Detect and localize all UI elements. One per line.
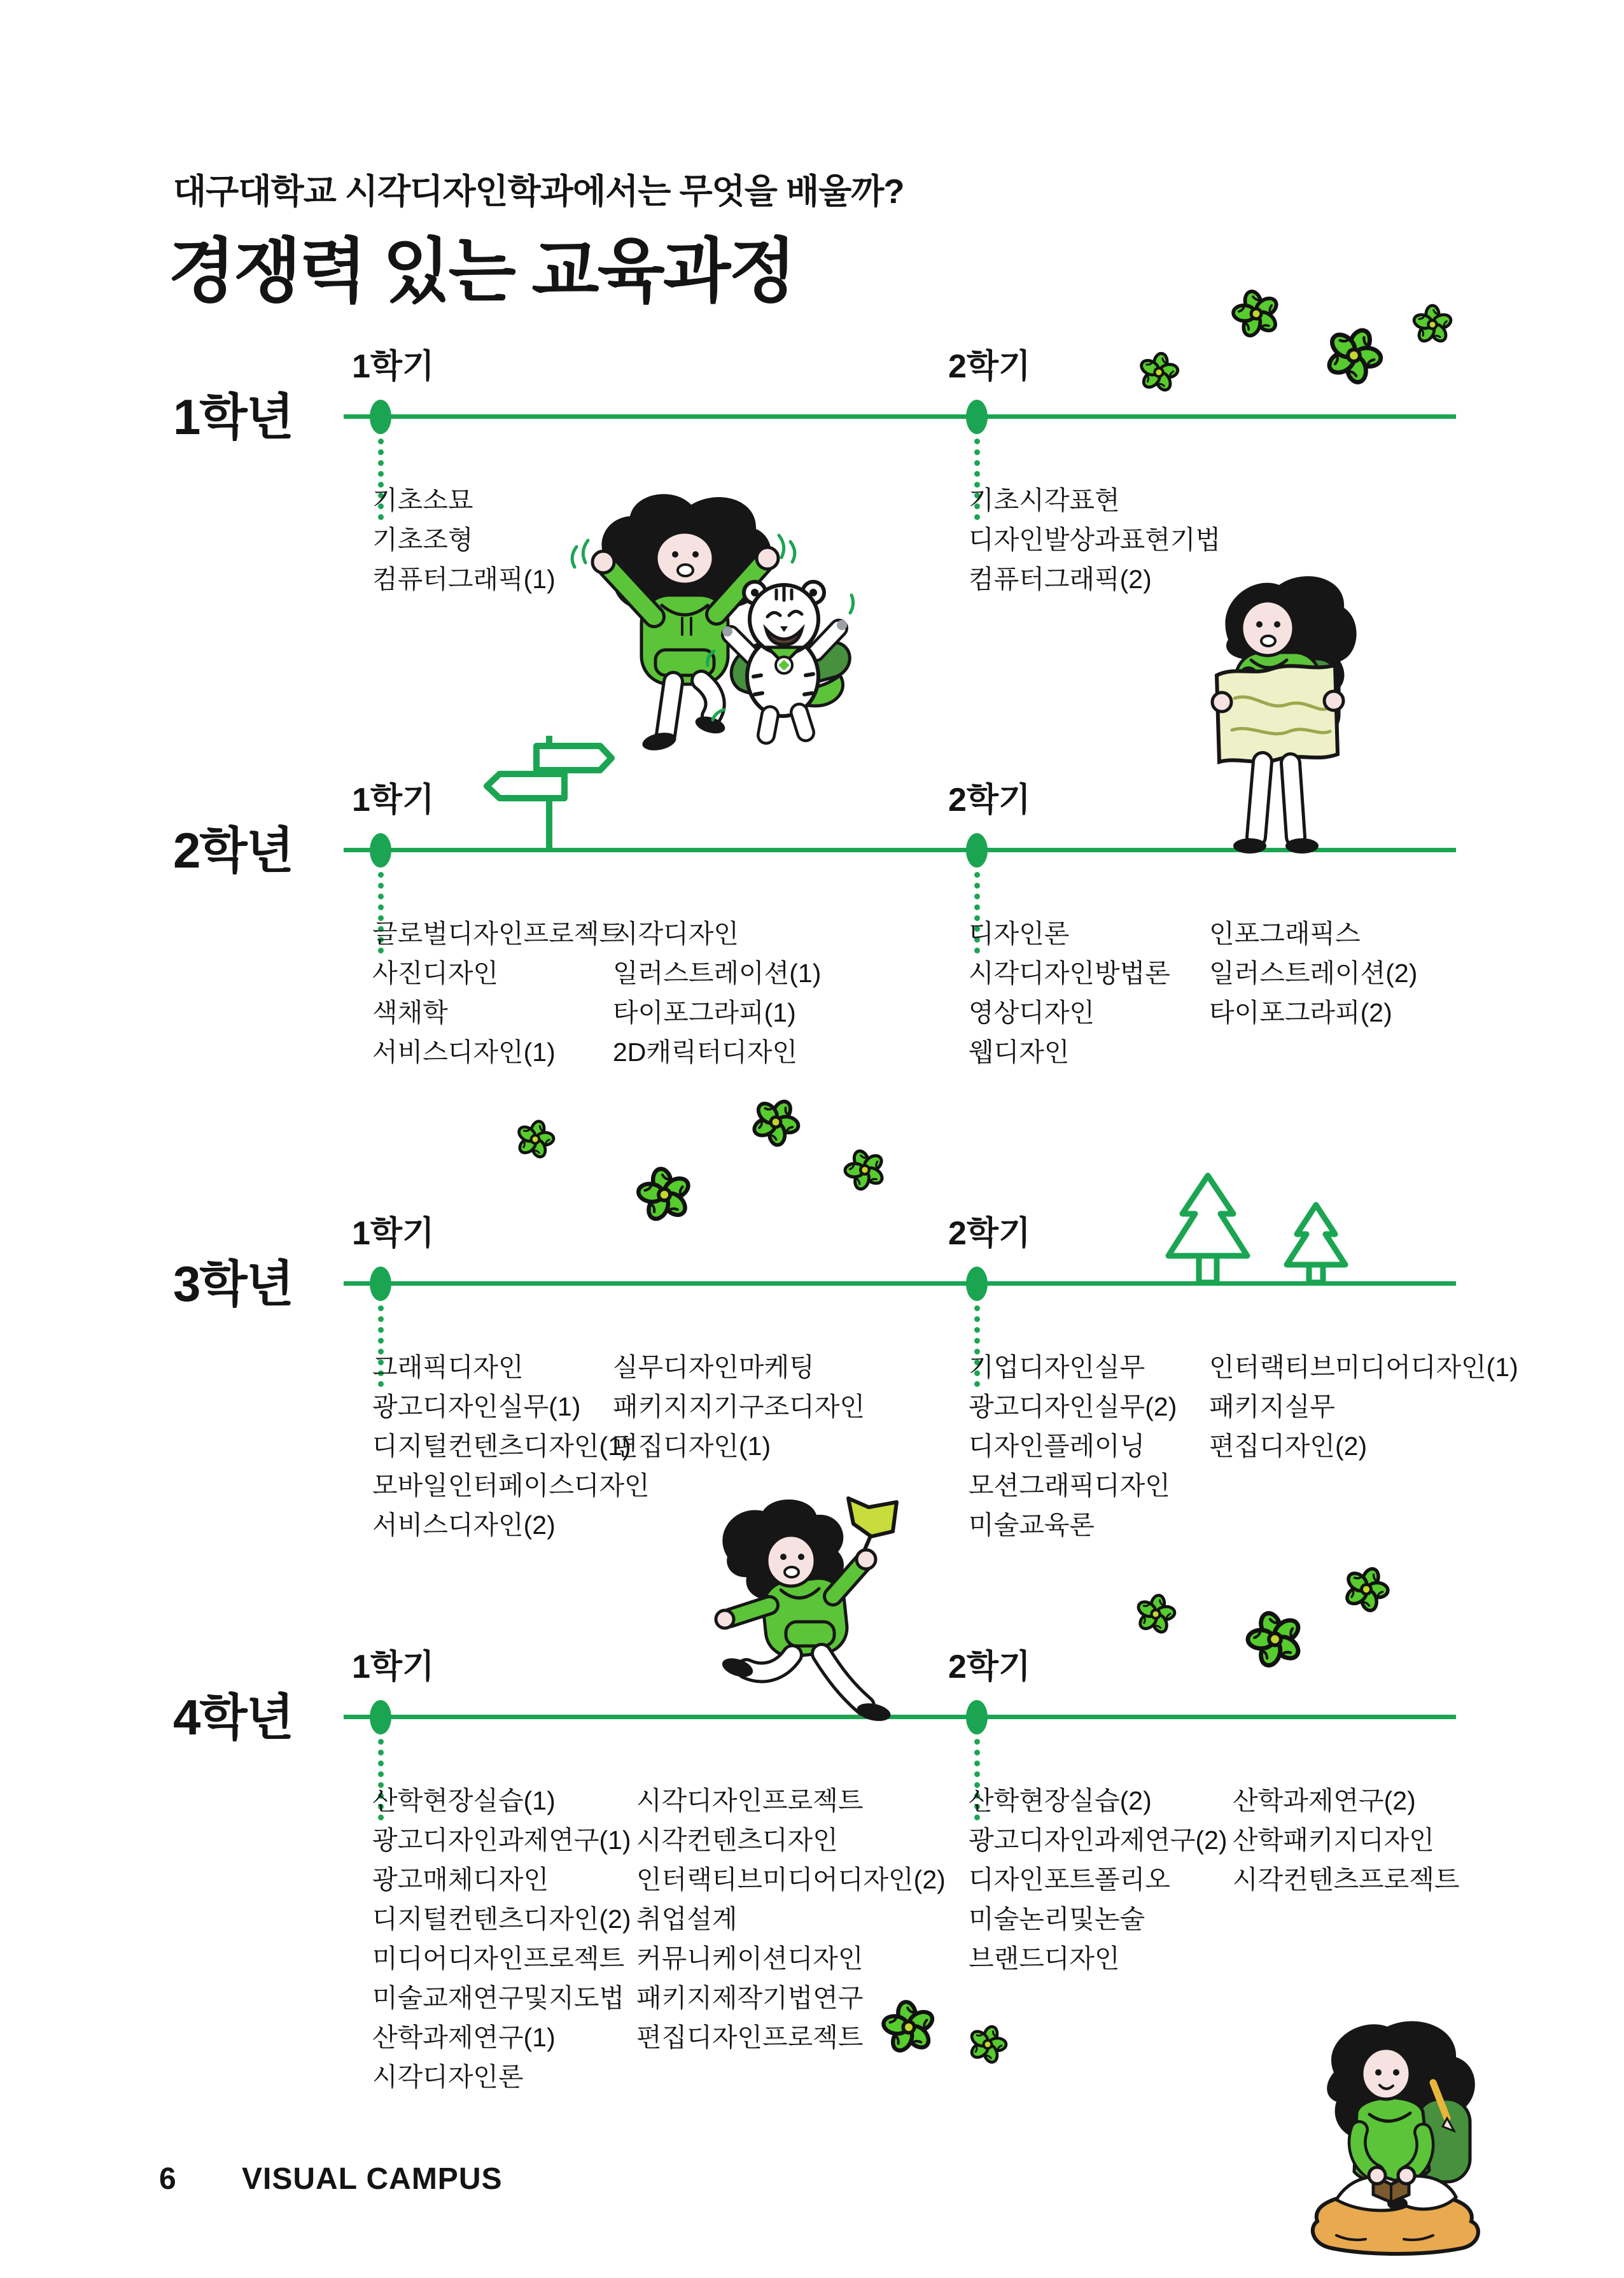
flower-icon bbox=[517, 1121, 554, 1158]
timeline-dot bbox=[370, 1700, 391, 1734]
course-column bbox=[969, 481, 1221, 599]
flower-icon bbox=[1327, 328, 1381, 383]
course-item: 영상디자인 bbox=[969, 998, 1095, 1027]
girl-sitting-reading-illustration bbox=[1298, 2011, 1495, 2266]
semester-label: 2학기 bbox=[948, 1215, 1031, 1252]
course-item: 일러스트레이션(2) bbox=[1209, 959, 1418, 988]
course-column bbox=[1209, 914, 1417, 1032]
course-item: 광고디자인과제연구(1) bbox=[372, 1825, 631, 1855]
signpost-icon bbox=[480, 731, 620, 855]
course-item: 인터랙티브미디어디자인(2) bbox=[636, 1865, 946, 1894]
timeline-dot bbox=[966, 400, 988, 434]
course-column bbox=[372, 1781, 631, 2097]
course-item: 디자인발상과표현기법 bbox=[969, 525, 1221, 554]
course-item: 미술교재연구및지도법 bbox=[372, 1983, 625, 2013]
semester-label: 1학기 bbox=[352, 1649, 435, 1685]
course-column bbox=[969, 1781, 1228, 1978]
course-item: 컴퓨터그래픽(2) bbox=[969, 565, 1152, 594]
timeline-dot bbox=[966, 1267, 988, 1301]
course-item: 미술논리및논술 bbox=[969, 1904, 1145, 1934]
course-item: 미디어디자인프로젝트 bbox=[372, 1944, 625, 1973]
course-item: 인포그래픽스 bbox=[1209, 919, 1361, 948]
semester-label: 2학기 bbox=[948, 782, 1031, 819]
girl-running-with-flag-illustration bbox=[710, 1496, 907, 1725]
course-item: 시각디자인론 bbox=[372, 2062, 524, 2092]
course-item: 패키지지기구조디자인 bbox=[613, 1392, 865, 1421]
flower-icon bbox=[1413, 306, 1452, 344]
flower-icon bbox=[638, 1169, 690, 1221]
course-item: 타이포그라피(2) bbox=[1209, 998, 1392, 1027]
course-item: 브랜드디자인 bbox=[969, 1944, 1120, 1973]
course-item: 광고디자인실무(1) bbox=[372, 1392, 581, 1421]
course-item: 기초시각표현 bbox=[969, 486, 1120, 515]
course-item: 산학과제연구(2) bbox=[1233, 1786, 1416, 1815]
course-item: 웹디자인 bbox=[969, 1037, 1070, 1067]
course-item: 산학과제연구(1) bbox=[372, 2023, 556, 2052]
year-label: 2학년 bbox=[173, 822, 293, 878]
course-item: 서비스디자인(2) bbox=[372, 1510, 556, 1540]
course-column bbox=[613, 914, 821, 1072]
timeline-dot bbox=[966, 1700, 988, 1734]
course-item: 글로벌디자인프로젝트 bbox=[372, 919, 625, 948]
course-item: 사진디자인 bbox=[372, 959, 499, 988]
page-subtitle: 대구대학교 시각디자인학과에서는 무엇을 배울까? bbox=[173, 172, 904, 211]
footer-brand: VISUAL CAMPUS bbox=[242, 2162, 503, 2196]
course-column bbox=[613, 1347, 865, 1466]
course-item: 디지털컨텐츠디자인(2) bbox=[372, 1904, 631, 1934]
course-item: 실무디자인마케팅 bbox=[613, 1353, 815, 1382]
course-column bbox=[969, 1347, 1177, 1545]
course-item: 디지털컨텐츠디자인(1) bbox=[372, 1431, 631, 1461]
page-title: 경쟁력 있는 교육과정 bbox=[168, 232, 795, 311]
course-item: 패키지실무 bbox=[1209, 1392, 1336, 1421]
semester-label: 1학기 bbox=[352, 348, 435, 385]
course-item: 시각컨텐츠프로젝트 bbox=[1233, 1865, 1460, 1894]
flower-icon bbox=[969, 2026, 1006, 2063]
timeline-dot bbox=[370, 833, 391, 868]
course-item: 산학패키지디자인 bbox=[1233, 1825, 1434, 1855]
course-item: 시각디자인 bbox=[613, 919, 739, 948]
year-label: 3학년 bbox=[173, 1256, 293, 1312]
course-item: 모션그래픽디자인 bbox=[969, 1471, 1170, 1500]
course-item: 2D캐릭터디자인 bbox=[613, 1037, 798, 1067]
course-item: 모바일인터페이스디자인 bbox=[372, 1471, 650, 1500]
course-item: 시각컨텐츠디자인 bbox=[636, 1825, 838, 1855]
course-item: 컴퓨터그래픽(1) bbox=[372, 565, 556, 594]
timeline bbox=[344, 414, 1456, 419]
course-column bbox=[1233, 1781, 1459, 1899]
course-item: 패키지제작기법연구 bbox=[636, 1983, 864, 2013]
semester-label: 1학기 bbox=[352, 782, 435, 819]
course-column bbox=[372, 914, 624, 1072]
flower-icon bbox=[1140, 353, 1178, 391]
flower-icon bbox=[1248, 1612, 1302, 1666]
course-item: 서비스디자인(1) bbox=[372, 1037, 556, 1067]
semester-label: 1학기 bbox=[352, 1215, 435, 1252]
course-item: 기초조형 bbox=[372, 525, 473, 554]
course-column bbox=[372, 481, 556, 599]
flower-icon bbox=[753, 1099, 799, 1145]
course-item: 커뮤니케이션디자인 bbox=[636, 1944, 864, 1973]
course-item: 취업설계 bbox=[636, 1904, 738, 1934]
course-item: 인터랙티브미디어디자인(1) bbox=[1209, 1353, 1518, 1382]
course-item: 그래픽디자인 bbox=[372, 1353, 524, 1382]
course-item: 기초소묘 bbox=[372, 486, 473, 515]
course-item: 미술교육론 bbox=[969, 1510, 1095, 1540]
course-item: 일러스트레이션(1) bbox=[613, 959, 822, 988]
course-item: 광고디자인실무(2) bbox=[969, 1392, 1177, 1421]
course-item: 기업디자인실무 bbox=[969, 1353, 1145, 1382]
jumping-girl-and-tiger-illustration bbox=[566, 486, 859, 747]
year-label: 4학년 bbox=[173, 1689, 293, 1745]
course-item: 색채학 bbox=[372, 998, 448, 1027]
course-item: 광고디자인과제연구(2) bbox=[969, 1825, 1228, 1855]
course-item: 산학현장실습(2) bbox=[969, 1786, 1152, 1815]
course-item: 디자인론 bbox=[969, 919, 1070, 948]
page-number: 6 bbox=[159, 2162, 176, 2196]
course-item: 타이포그라피(1) bbox=[613, 998, 796, 1027]
course-column bbox=[1209, 1347, 1518, 1466]
timeline-dot bbox=[370, 400, 391, 434]
girl-reading-map-illustration bbox=[1209, 563, 1362, 862]
pine-trees-icon bbox=[1158, 1174, 1368, 1286]
timeline-dot bbox=[966, 833, 988, 868]
flower-icon bbox=[1345, 1568, 1388, 1611]
semester-label: 2학기 bbox=[948, 1649, 1031, 1685]
flower-icon bbox=[883, 2002, 934, 2053]
course-item: 편집디자인(2) bbox=[1209, 1431, 1368, 1461]
course-item: 광고매체디자인 bbox=[372, 1865, 549, 1894]
course-item: 디자인포트폴리오 bbox=[969, 1865, 1170, 1894]
year-label: 1학년 bbox=[173, 389, 293, 445]
course-item: 시각디자인프로젝트 bbox=[636, 1786, 864, 1815]
course-item: 디자인플레이닝 bbox=[969, 1431, 1145, 1461]
flower-icon bbox=[845, 1150, 885, 1190]
course-column bbox=[372, 1347, 650, 1545]
semester-label: 2학기 bbox=[948, 348, 1031, 385]
flower-icon bbox=[1233, 291, 1279, 337]
course-item: 산학현장실습(1) bbox=[372, 1786, 556, 1815]
course-item: 시각디자인방법론 bbox=[969, 959, 1170, 988]
timeline-dot bbox=[370, 1267, 391, 1301]
flower-icon bbox=[1137, 1595, 1175, 1633]
course-column bbox=[969, 914, 1170, 1072]
course-item: 편집디자인(1) bbox=[613, 1431, 771, 1461]
course-item: 편집디자인프로젝트 bbox=[636, 2023, 864, 2052]
